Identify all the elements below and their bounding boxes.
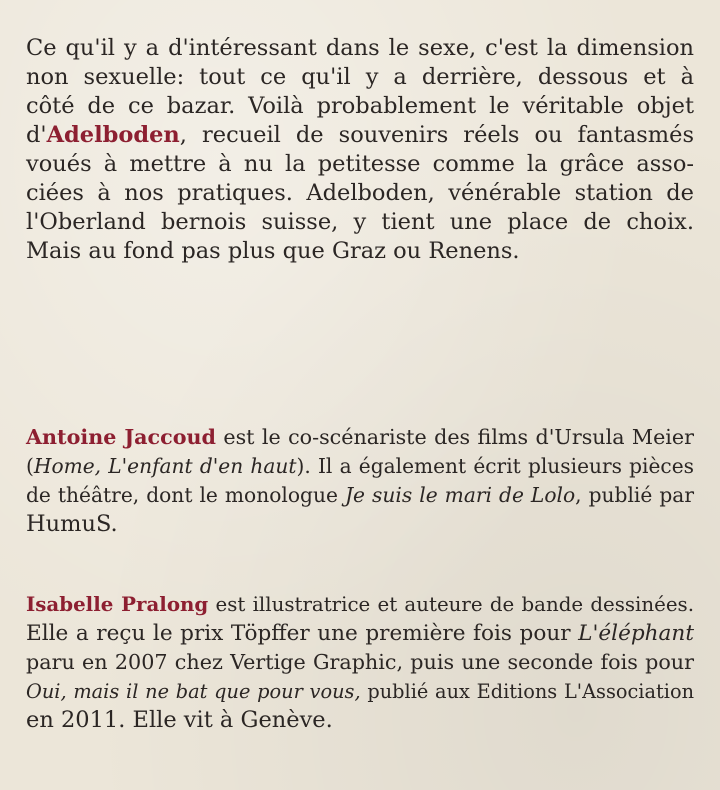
bio-line: paru en 2007 chez Vertige Graphic, puis une seconde fois pour bbox=[26, 650, 694, 674]
intro-line: l'Oberland bernois suisse, y tient une place de choix. bbox=[26, 209, 694, 235]
bio-text: de théâtre, dont le monologue bbox=[26, 483, 345, 507]
intro-line: Ce qu'il y a d'intéressant dans le sexe, c'est la dimension bbox=[26, 35, 694, 61]
bio-text: est illustratrice et auteure de bande dessinées. bbox=[208, 593, 694, 616]
title-highlight: Adelboden bbox=[46, 122, 180, 148]
film-titles: Home, L'enfant d'en haut bbox=[33, 454, 297, 478]
bio-line: HumuS. bbox=[26, 511, 118, 537]
bio-text: ( bbox=[26, 454, 34, 478]
play-title: Je suis le mari de Lolo bbox=[344, 483, 576, 507]
intro-line: ciées à nos pratiques. Adelboden, vénérable station de bbox=[26, 180, 694, 206]
bio-line bbox=[26, 481, 694, 510]
intro-line: voués à mettre à nu la petitesse comme la grâce asso- bbox=[26, 151, 694, 177]
illustrator-bio bbox=[26, 590, 694, 735]
intro-line: non sexuelle: tout ce qu'il y a derrière, dessous et à bbox=[26, 64, 694, 90]
bio-text: publié aux Editions L'Association bbox=[360, 680, 695, 703]
bio-line bbox=[26, 619, 694, 648]
intro-line: Mais au fond pas plus que Graz ou Renens. bbox=[26, 238, 520, 264]
intro-text: , recueil de souvenirs réels ou fantasmés bbox=[179, 122, 694, 148]
intro-line bbox=[26, 121, 694, 150]
bio-text: Elle a reçu le prix Töpffer une première fois pour bbox=[26, 621, 579, 646]
author-name: Antoine Jaccoud bbox=[26, 425, 216, 449]
book-title: Oui, mais il ne bat que pour vous, bbox=[26, 680, 361, 703]
illustrator-name: Isabelle Pralong bbox=[26, 592, 209, 616]
intro-paragraph bbox=[26, 34, 694, 266]
intro-line: côté de ce bazar. Voilà probablement le véritable objet bbox=[26, 93, 694, 119]
bio-line bbox=[26, 452, 694, 481]
bio-text: ). Il a également écrit plusieurs pièces bbox=[296, 454, 694, 478]
bio-line bbox=[26, 590, 694, 619]
intro-text: d' bbox=[26, 122, 47, 148]
book-title: L'éléphant bbox=[578, 621, 694, 646]
bio-line bbox=[26, 423, 694, 452]
bio-text: est le co-scénariste des films d'Ursula Meier bbox=[215, 425, 694, 449]
bio-text: , publié par bbox=[575, 483, 694, 507]
bio-line: en 2011. Elle vit à Genève. bbox=[26, 707, 333, 733]
bio-line bbox=[26, 677, 694, 706]
author-bio bbox=[26, 423, 694, 539]
